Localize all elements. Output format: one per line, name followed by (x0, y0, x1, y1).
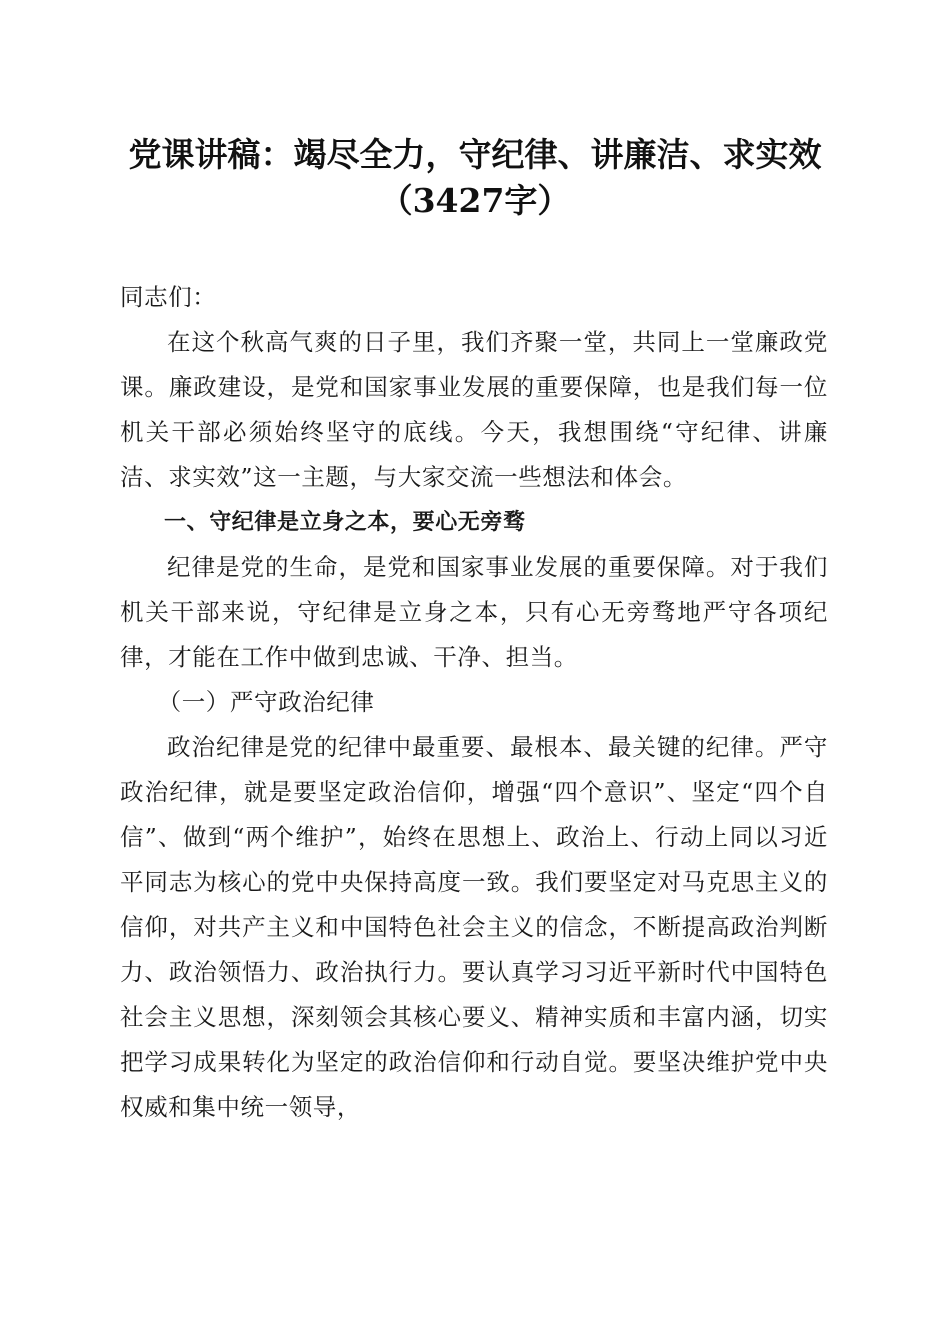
document-title: 党课讲稿：竭尽全力，守纪律、讲廉洁、求实效（3427字） (128, 135, 822, 220)
intro-paragraph: 在这个秋高气爽的日子里，我们齐聚一堂，共同上一堂廉政党课。廉政建设，是党和国家事业发展的重要保障，也是我们每一位机关干部必须始终坚守的底线。今天，我想围绕“守纪律、讲廉洁、求实效”这一主题，与大家交流一些想法和体会。 (120, 328, 828, 491)
document-body (120, 275, 828, 1130)
subsection-1-paragraph: 政治纪律是党的纪律中最重要、最根本、最关键的纪律。严守政治纪律，就是要坚定政治信仰，增强“四个意识”、坚定“四个自信”、做到“两个维护”，始终在思想上、政治上、行动上同以习近平同志为核心的党中央保持高度一致。我们要坚定对马克思主义的信仰，对共产主义和中国特色社会主义的信念，不断提高政治判断力、政治领悟力、政治执行力。要认真学习习近平新时代中国特色社会主义思想，深刻领会其核心要义、精神实质和丰富内涵，切实把学习成果转化为坚定的政治信仰和行动自觉。要坚决维护党中央权威和集中统一领导， (120, 733, 828, 1121)
section-1-paragraph: 纪律是党的生命，是党和国家事业发展的重要保障。对于我们机关干部来说，守纪律是立身之本，只有心无旁骛地严守各项纪律，才能在工作中做到忠诚、干净、担当。 (120, 553, 828, 671)
subsection-1-heading: （一）严守政治纪律 (157, 688, 375, 716)
salutation: 同志们： (120, 283, 217, 311)
section-1-heading: 一、守纪律是立身之本，要心无旁骛 (164, 510, 526, 535)
